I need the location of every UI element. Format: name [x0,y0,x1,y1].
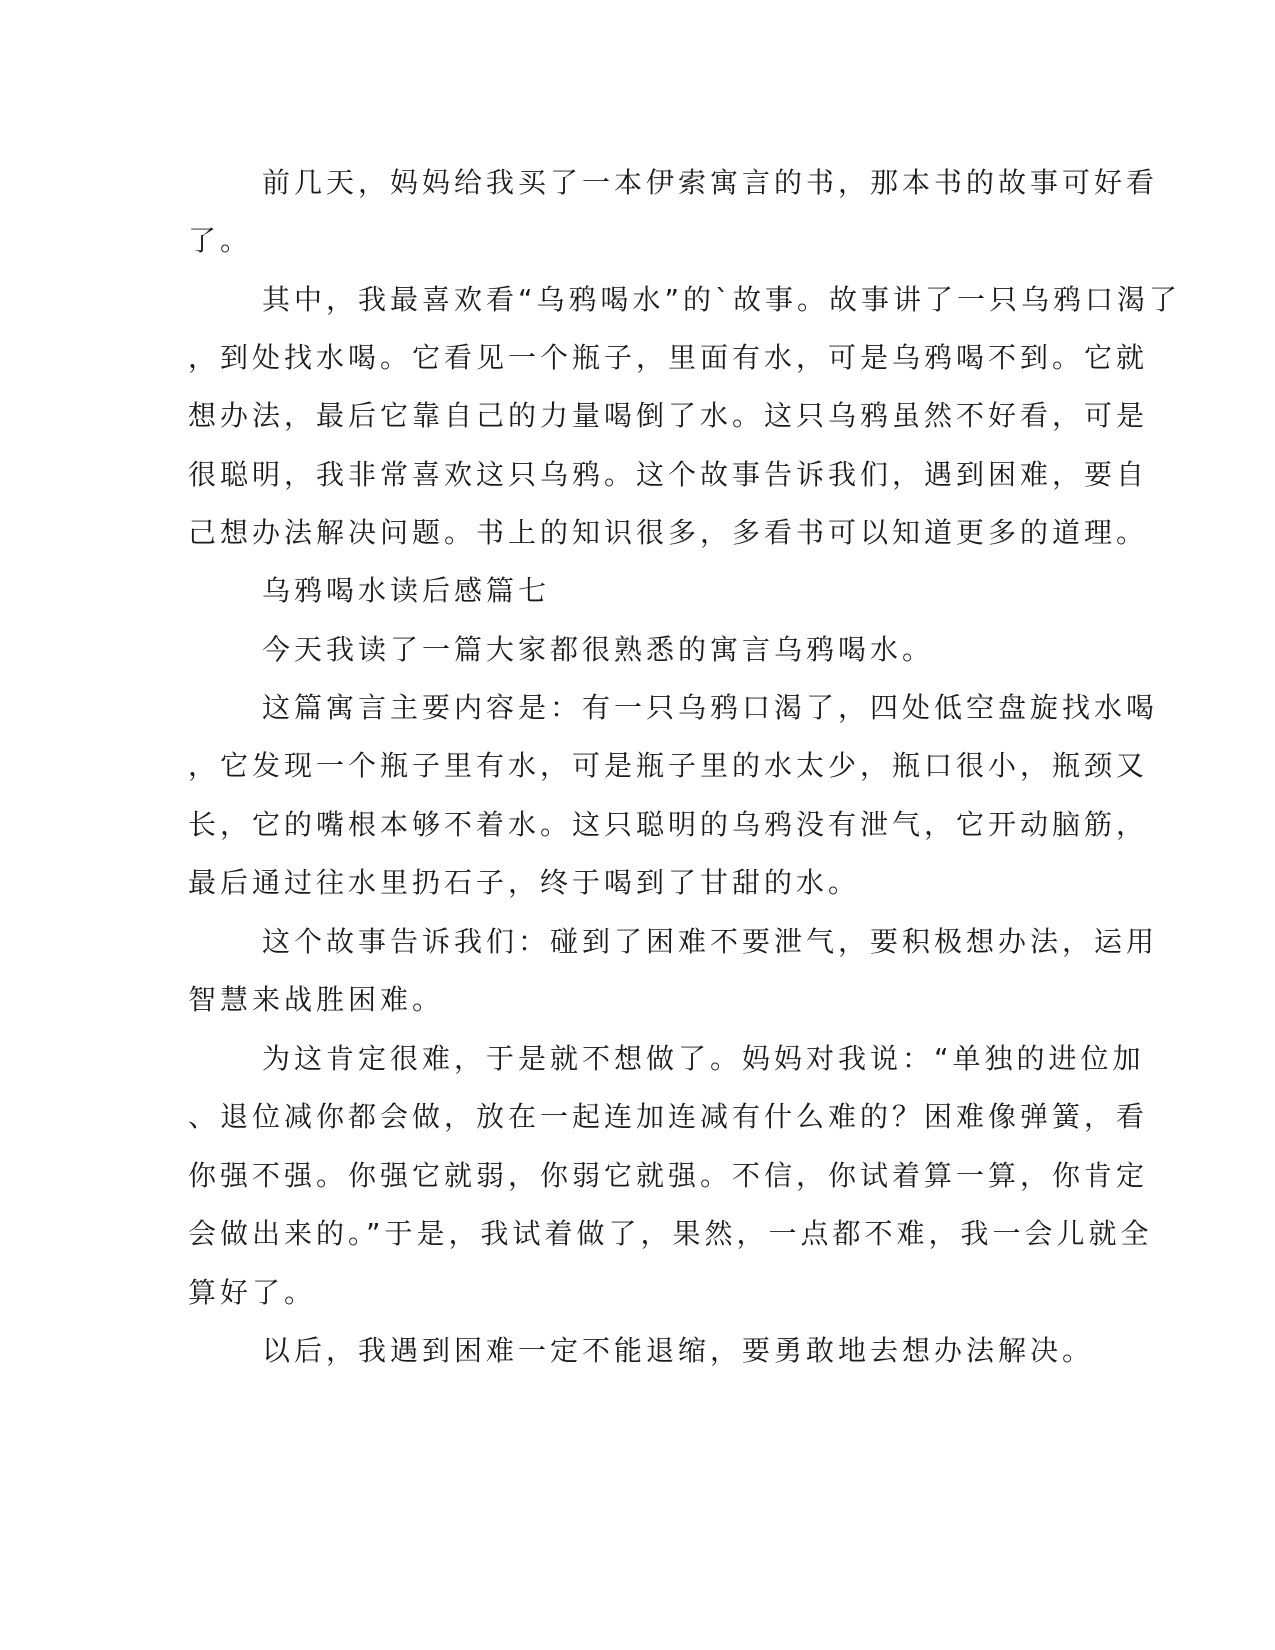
text-line: 了。 [188,224,253,257]
text-line: 前几天，妈妈给我买了一本伊索寓言的书，那本书的故事可好看 [262,166,1159,199]
text-line: 会做出来的。”于是，我试着做了，果然，一点都不难，我一会儿就全 [188,1217,1153,1250]
section-heading: 乌鸦喝水读后感篇七 [262,574,551,607]
text-line: 为这肯定很难，于是就不想做了。妈妈对我说：“单独的进位加 [262,1042,1145,1075]
text-line: ，到处找水喝。它看见一个瓶子，里面有水，可是乌鸦喝不到。它就 [188,341,1149,374]
text-line: 其中，我最喜欢看“乌鸦喝水”的`故事。故事讲了一只乌鸦口渴了 [262,283,1182,316]
text-line: 智慧来战胜困难。 [188,983,445,1016]
text-line: 最后通过往水里扔石子，终于喝到了甘甜的水。 [188,866,861,899]
text-line: 己想办法解决问题。书上的知识很多，多看书可以知道更多的道理。 [188,516,1149,549]
text-line: 算好了。 [188,1276,317,1309]
text-line: 今天我读了一篇大家都很熟悉的寓言乌鸦喝水。 [262,633,935,666]
text-line: 这篇寓言主要内容是：有一只乌鸦口渴了，四处低空盘旋找水喝 [262,691,1159,724]
text-line: ，它发现一个瓶子里有水，可是瓶子里的水太少，瓶口很小，瓶颈又 [188,749,1149,782]
text-line: 这个故事告诉我们：碰到了困难不要泄气，要积极想办法，运用 [262,925,1159,958]
text-line: 长，它的嘴根本够不着水。这只聪明的乌鸦没有泄气，它开动脑筋， [188,808,1149,841]
text-line: 你强不强。你强它就弱，你弱它就强。不信，你试着算一算，你肯定 [188,1159,1149,1192]
text-line: 、退位减你都会做，放在一起连加连减有什么难的？困难像弹簧，看 [188,1100,1149,1133]
text-line: 以后，我遇到困难一定不能退缩，要勇敢地去想办法解决。 [262,1334,1095,1367]
text-line: 想办法，最后它靠自己的力量喝倒了水。这只乌鸦虽然不好看，可是 [188,399,1149,432]
text-line: 很聪明，我非常喜欢这只乌鸦。这个故事告诉我们，遇到困难，要自 [188,458,1149,491]
